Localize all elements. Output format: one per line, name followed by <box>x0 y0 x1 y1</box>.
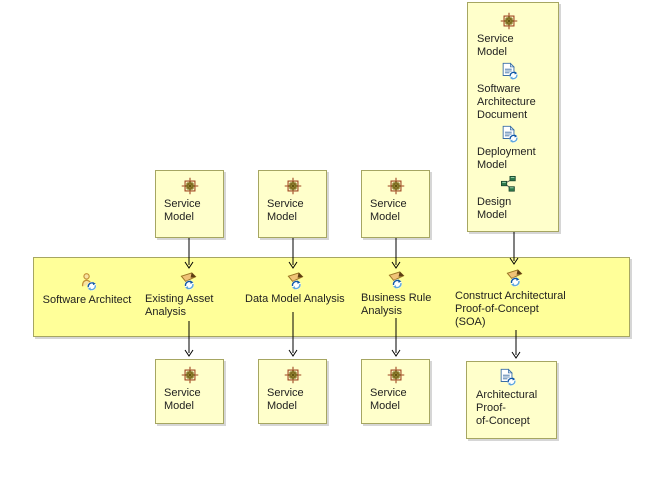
service-model-icon <box>387 366 405 384</box>
work-product-service-model[interactable] <box>156 360 223 413</box>
label-line: Proof- <box>476 402 506 414</box>
task-icon <box>387 270 406 289</box>
work-product-service-model[interactable] <box>259 360 326 413</box>
work-product-architectural-poc[interactable] <box>476 368 538 428</box>
design-model-icon <box>500 175 518 193</box>
work-product-label <box>156 387 223 413</box>
output-box-service-model-2 <box>258 359 327 424</box>
task-icon <box>505 268 524 287</box>
label-line: Model <box>477 46 507 58</box>
label-line: Model <box>477 209 507 221</box>
work-product-label <box>156 198 223 224</box>
label-line: Business Rule <box>361 292 432 304</box>
label-line: Model <box>267 211 297 223</box>
task-label <box>455 290 573 329</box>
label-line: Existing Asset <box>145 293 214 305</box>
service-model-icon <box>284 177 302 195</box>
task-data-model-analysis[interactable] <box>245 271 345 306</box>
label-line: Architectural <box>476 389 538 401</box>
work-product-label <box>362 198 429 224</box>
work-product-service-model[interactable] <box>362 171 429 224</box>
service-model-icon <box>284 366 302 384</box>
task-label <box>145 293 231 319</box>
label-line: Analysis <box>145 306 186 318</box>
construct-inputs-box <box>467 2 559 232</box>
role-label <box>34 294 140 307</box>
output-box-architectural-poc <box>466 361 557 439</box>
label-line: Service <box>370 198 407 210</box>
label-line: Design <box>477 196 512 208</box>
label-line: Deployment <box>477 146 536 158</box>
work-product-design-model[interactable] <box>477 175 540 222</box>
label-line: Model <box>164 211 194 223</box>
work-product-software-architecture-document[interactable] <box>477 62 540 122</box>
label-line: Construct Architectural <box>455 290 566 302</box>
service-model-icon <box>387 177 405 195</box>
label-line: Analysis <box>361 305 402 317</box>
task-label <box>361 292 431 318</box>
task-construct-architectural-poc[interactable] <box>455 268 573 329</box>
task-business-rule-analysis[interactable] <box>361 270 431 318</box>
output-box-service-model-1 <box>155 359 224 424</box>
artifact-icon <box>498 368 516 386</box>
label-line: of-Concept <box>476 415 530 427</box>
artifact-icon <box>500 125 518 143</box>
work-product-label <box>477 83 540 122</box>
service-model-icon <box>181 177 199 195</box>
work-product-label <box>362 387 429 413</box>
service-model-icon <box>500 12 518 30</box>
work-product-label <box>259 198 326 224</box>
task-existing-asset-analysis[interactable] <box>145 271 231 319</box>
label-line: Model <box>477 159 507 171</box>
input-box-service-model-3 <box>361 170 430 238</box>
label-line: Service <box>164 387 201 399</box>
label-line: Software Architect <box>42 294 132 306</box>
role-software-architect[interactable] <box>34 272 140 307</box>
work-product-label <box>477 196 540 222</box>
task-icon <box>286 271 305 290</box>
work-product-label <box>477 33 540 59</box>
work-product-service-model[interactable] <box>156 171 223 224</box>
label-line: Model <box>370 400 400 412</box>
output-box-service-model-3 <box>361 359 430 424</box>
service-model-icon <box>181 366 199 384</box>
input-box-service-model-2 <box>258 170 327 238</box>
label-line: Model <box>164 400 194 412</box>
work-product-service-model[interactable] <box>477 12 540 59</box>
work-product-label <box>259 387 326 413</box>
input-box-service-model-1 <box>155 170 224 238</box>
work-product-service-model[interactable] <box>259 171 326 224</box>
label-line: Service <box>267 198 304 210</box>
label-line: Service <box>477 33 514 45</box>
label-line: Software <box>477 83 521 95</box>
label-line: Model <box>370 211 400 223</box>
label-line: Model <box>267 400 297 412</box>
label-line: (SOA) <box>455 316 486 328</box>
task-icon <box>179 271 198 290</box>
work-product-label <box>477 146 540 172</box>
label-line: Document <box>477 109 528 121</box>
artifact-icon <box>500 62 518 80</box>
work-product-deployment-model[interactable] <box>477 125 540 172</box>
work-product-service-model[interactable] <box>362 360 429 413</box>
label-line: Service <box>267 387 304 399</box>
label-line: Architecture <box>477 96 536 108</box>
role-performer-icon <box>78 272 97 291</box>
task-label <box>245 293 345 306</box>
label-line: Data Model Analysis <box>245 293 345 305</box>
label-line: Proof-of-Concept <box>455 303 539 315</box>
label-line: Service <box>370 387 407 399</box>
label-line: Service <box>164 198 201 210</box>
work-product-label <box>476 389 538 428</box>
